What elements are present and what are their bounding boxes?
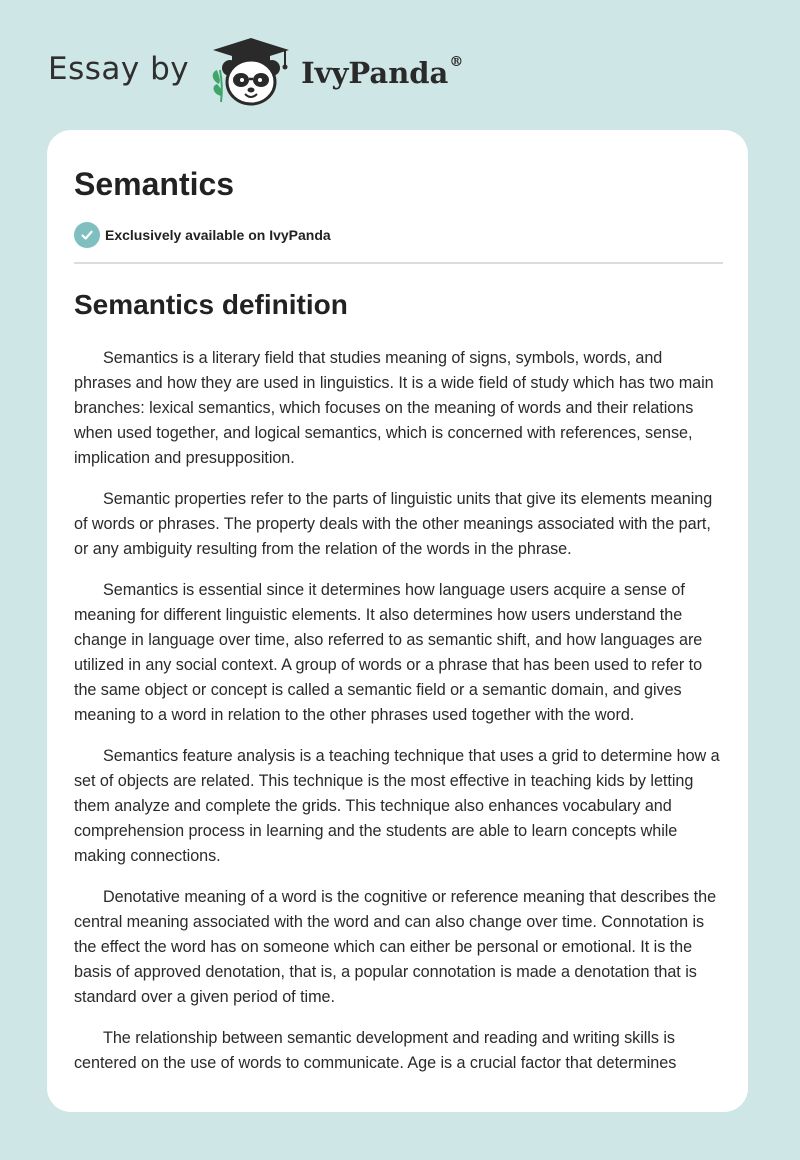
paragraph: Denotative meaning of a word is the cognitive or reference meaning that describes the central meaning associated with the word and can also change over time. Connotation is the effect the word has on someone which can either be personal or emotional. It is the basis of approved denotation, that is, a popular connotation is made a denotation that is standard over a given period of time. bbox=[74, 888, 717, 1006]
section-heading: Semantics definition bbox=[74, 289, 348, 320]
paragraph: Semantic properties refer to the parts of linguistic units that give its elements meaning of words or phrases. The property deals with the other meanings associated with the part, or any ambiguity resulting from the relation of the words in the phrase. bbox=[74, 490, 713, 558]
site-header bbox=[48, 36, 463, 108]
paragraph: Semantics is a literary field that studies meaning of signs, symbols, words, and phrases and how they are used in linguistics. It is a wide field of study which has two main branches: lexical semantics, which focuses on the meaning of words and their relations when used together, and logical semantics, which is concerned with references, sense, implication and presupposition. bbox=[74, 349, 714, 467]
paragraph: Semantics is essential since it determines how language users acquire a sense of meaning for different linguistic elements. It also determines how users understand the change in language over time, also referred to as semantic shift, and how languages are utilized in any social context. A group of words or a phrase that has been used to refer to the same object or concept is called a semantic field or a semantic domain, and gives meaning to a word in relation to the other phrases used together with the word. bbox=[74, 581, 703, 724]
page-title: Semantics bbox=[74, 166, 235, 202]
exclusive-label: Exclusively available on IvyPanda bbox=[105, 227, 331, 243]
paragraph: The relationship between semantic development and reading and writing skills is centered on the use of words to communicate. Age is a crucial factor that determines bbox=[74, 1029, 677, 1072]
title-divider bbox=[74, 262, 723, 264]
paragraph: Semantics feature analysis is a teaching technique that uses a grid to determine how a set of objects are related. This technique is the most effective in teaching kids by letting them analyze and complete the grids. This technique also enhances vocabulary and comprehension process in learning and the students are able to learn concepts while making connections. bbox=[74, 747, 720, 865]
panda-graduate-icon[interactable] bbox=[205, 36, 297, 108]
brand-name[interactable]: IvyPanda® bbox=[301, 54, 464, 90]
registered-mark: ® bbox=[449, 54, 464, 70]
essay-body bbox=[74, 346, 722, 1076]
essay-by-label: Essay by bbox=[48, 51, 190, 87]
exclusive-badge bbox=[74, 222, 722, 248]
document-card bbox=[47, 130, 748, 1112]
check-icon bbox=[74, 222, 100, 248]
